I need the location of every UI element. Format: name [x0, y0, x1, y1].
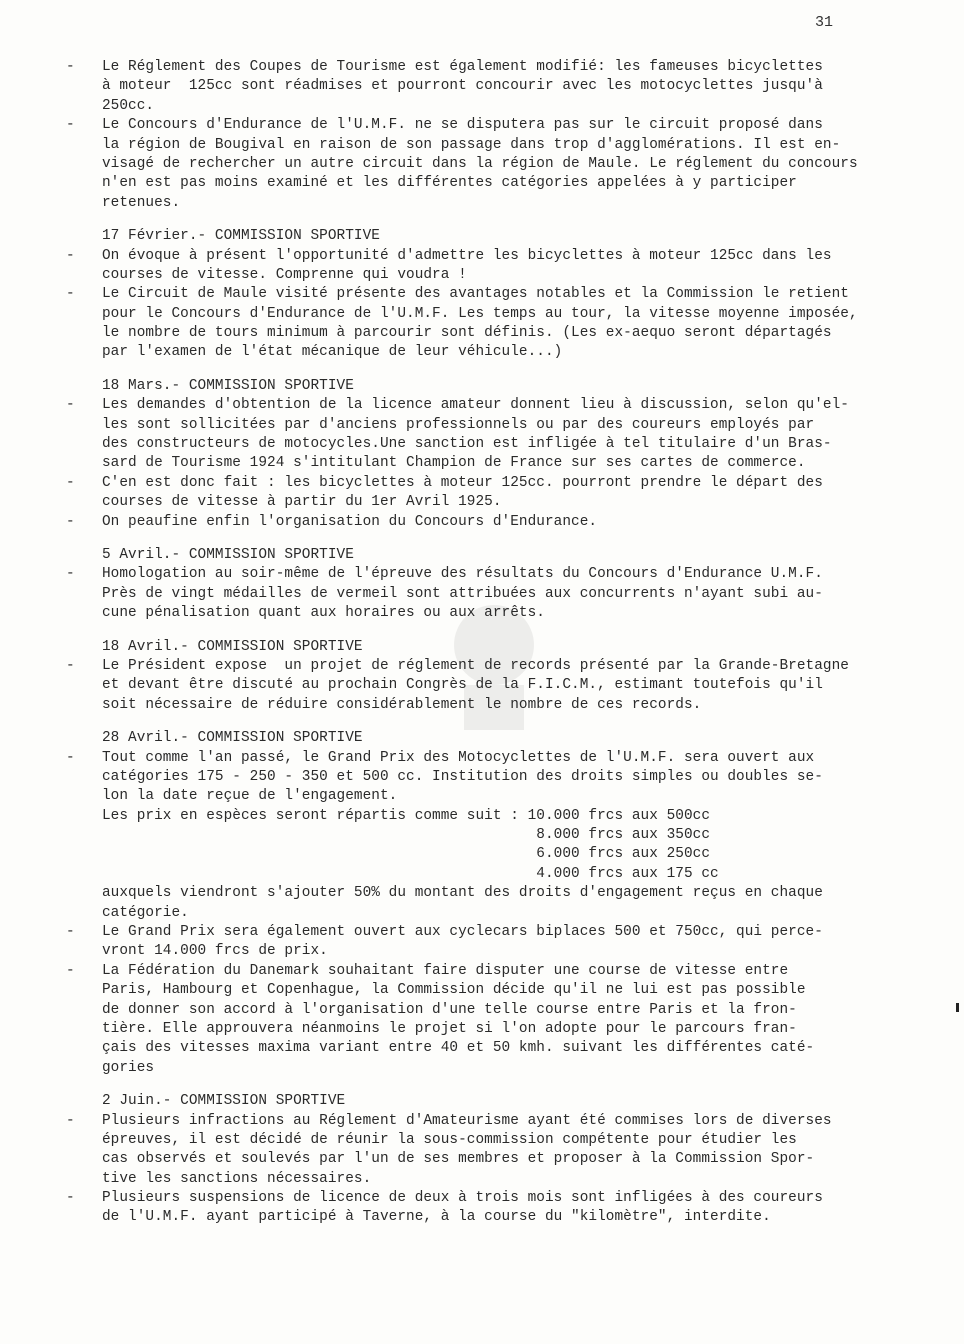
bullet-dash: -	[66, 1112, 75, 1129]
line-text: Le Circuit de Maule visité présente des avantages notables et la Commission le retient	[102, 286, 849, 303]
line-text: tière. Elle approuvera néanmoins le projet si l'on adopte pour le parcours fran-	[102, 1020, 797, 1037]
paragraph-gap	[0, 213, 964, 227]
line-text: soit nécessaire de réduire considérablement le nombre de ces records.	[102, 696, 702, 713]
text-line	[0, 807, 964, 826]
line-text: tive les sanctions nécessaires.	[102, 1170, 372, 1187]
line-text: catégorie.	[102, 904, 189, 921]
text-line	[0, 227, 964, 246]
bullet-dash: -	[66, 397, 75, 414]
line-text: Les prix en espèces seront répartis comme suit : 10.000 frcs aux 500cc	[102, 807, 711, 824]
line-text: des constructeurs de motocycles.Une sanction est infligée à tel titulaire d'un Bras-	[102, 436, 832, 453]
line-text: cune pénalisation quant aux horaires ou aux arrêts.	[102, 605, 545, 622]
line-text: 18 Mars.- COMMISSION SPORTIVE	[102, 377, 354, 394]
line-text: de donner son accord à l'organisation d'une telle course entre Paris et la fron-	[102, 1001, 797, 1018]
text-line	[0, 266, 964, 285]
paragraph-gap	[0, 363, 964, 377]
bullet-dash: -	[66, 513, 75, 530]
text-line	[0, 923, 964, 942]
line-text: Le Grand Prix sera également ouvert aux cyclecars biplaces 500 et 750cc, qui perce-	[102, 924, 823, 941]
line-text: retenues.	[102, 194, 181, 211]
text-line	[0, 416, 964, 435]
text-line	[0, 1059, 964, 1078]
text-line	[0, 962, 964, 981]
line-text: épreuves, il est décidé de réunir la sous-commission compétente pour étudier les	[102, 1131, 797, 1148]
text-line	[0, 493, 964, 512]
text-line	[0, 1039, 964, 1058]
bullet-dash: -	[66, 286, 75, 303]
text-line	[0, 513, 964, 532]
line-text: Près de vingt médailles de vermeil sont attribuées aux concurrents n'ayant subi au-	[102, 585, 823, 602]
line-text: Le Réglement des Coupes de Tourisme est également modifié: les fameuses bicyclettes	[102, 59, 823, 75]
line-text: çais des vitesses maxima variant entre 40 et 50 kmh. suivant les différentes caté-	[102, 1040, 815, 1057]
line-text: les sont sollicitées par d'anciens professionnels ou par des coureurs employés par	[102, 416, 815, 433]
line-text: la région de Bougival en raison de son passage dans trop d'agglomérations. Il est en-	[102, 136, 841, 153]
line-text: lon la date reçue de l'engagement.	[102, 788, 398, 805]
text-line	[0, 1150, 964, 1169]
paragraph-gap	[0, 624, 964, 638]
text-line	[0, 435, 964, 454]
text-line	[0, 1131, 964, 1150]
document-body	[0, 58, 964, 1228]
text-line	[0, 1189, 964, 1208]
line-text: gories	[102, 1059, 155, 1076]
line-text: pour le Concours d'Endurance de l'U.M.F. Les temps au tour, la vitesse moyenne imposée,	[102, 305, 858, 322]
scan-edge-mark	[956, 1003, 959, 1012]
text-line	[0, 604, 964, 623]
text-line	[0, 305, 964, 324]
text-line	[0, 58, 964, 77]
text-line	[0, 116, 964, 135]
page-number: 31	[815, 14, 834, 31]
line-text: 250cc.	[102, 97, 155, 114]
bullet-dash: -	[66, 924, 75, 941]
line-text: visagé de rechercher un autre circuit dans la région de Maule. Le réglement du concours	[102, 155, 858, 172]
bullet-dash: -	[66, 474, 75, 491]
text-line	[0, 942, 964, 961]
bullet-dash: -	[66, 59, 75, 75]
text-line	[0, 454, 964, 473]
paragraph-gap	[0, 1078, 964, 1092]
text-line	[0, 1170, 964, 1189]
line-text: vront 14.000 frcs de prix.	[102, 943, 328, 960]
text-line	[0, 729, 964, 748]
text-line	[0, 247, 964, 266]
text-line	[0, 657, 964, 676]
text-line	[0, 474, 964, 493]
text-line	[0, 749, 964, 768]
line-text: Plusieurs suspensions de licence de deux à trois mois sont infligées à des coureurs	[102, 1190, 823, 1207]
line-text: 17 Février.- COMMISSION SPORTIVE	[102, 228, 380, 245]
text-line	[0, 787, 964, 806]
paragraph-gap	[0, 532, 964, 546]
text-line	[0, 585, 964, 604]
text-line	[0, 396, 964, 415]
text-line	[0, 826, 964, 845]
line-text: 8.000 frcs aux 350cc	[102, 827, 711, 844]
text-line	[0, 1001, 964, 1020]
line-text: cas observés et soulevés par l'un de ses membres et proposer à la Commission Spor-	[102, 1151, 815, 1168]
text-line	[0, 155, 964, 174]
text-line	[0, 1112, 964, 1131]
line-text: Les demandes d'obtention de la licence amateur donnent lieu à discussion, selon qu'el-	[102, 397, 849, 414]
text-line	[0, 285, 964, 304]
text-line	[0, 768, 964, 787]
text-line	[0, 194, 964, 213]
line-text: Tout comme l'an passé, le Grand Prix des Motocyclettes de l'U.M.F. sera ouvert aux	[102, 749, 815, 766]
line-text: Homologation au soir-même de l'épreuve des résultats du Concours d'Endurance U.M.F.	[102, 566, 823, 583]
line-text: courses de vitesse à partir du 1er Avril 1925.	[102, 494, 502, 511]
text-line	[0, 565, 964, 584]
text-line	[0, 343, 964, 362]
line-text: Paris, Hambourg et Copenhague, la Commission décide qu'il ne lui est pas possible	[102, 982, 806, 999]
line-text: de l'U.M.F. ayant participé à Taverne, à la course du "kilomètre", interdite.	[102, 1209, 771, 1226]
text-line	[0, 676, 964, 695]
bullet-dash: -	[66, 117, 75, 134]
line-text: 18 Avril.- COMMISSION SPORTIVE	[102, 638, 363, 655]
text-line	[0, 324, 964, 343]
line-text: 4.000 frcs aux 175 cc	[102, 865, 719, 882]
line-text: C'en est donc fait : les bicyclettes à moteur 125cc. pourront prendre le départ des	[102, 474, 823, 491]
paragraph-gap	[0, 715, 964, 729]
text-line	[0, 865, 964, 884]
text-line	[0, 1092, 964, 1111]
line-text: Le Président expose un projet de réglement de records présenté par la Grande-Bretagne	[102, 657, 849, 674]
line-text: On évoque à présent l'opportunité d'admettre les bicyclettes à moteur 125cc dans les	[102, 247, 832, 264]
text-line	[0, 845, 964, 864]
text-line	[0, 696, 964, 715]
line-text: courses de vitesse. Comprenne qui voudra !	[102, 266, 467, 283]
text-line	[0, 77, 964, 96]
bullet-dash: -	[66, 962, 75, 979]
line-text: n'en est pas moins examiné et les différentes catégories appelées à y participer	[102, 175, 797, 192]
text-line	[0, 174, 964, 193]
line-text: et devant être discuté au prochain Congrès de la F.I.C.M., estimant toutefois qu'il	[102, 677, 823, 694]
line-text: 5 Avril.- COMMISSION SPORTIVE	[102, 546, 354, 563]
text-line	[0, 981, 964, 1000]
line-text: Le Concours d'Endurance de l'U.M.F. ne se disputera pas sur le circuit proposé dans	[102, 117, 823, 134]
line-text: sard de Tourisme 1924 s'intitulant Champion de France sur ses cartes de commerce.	[102, 455, 806, 472]
line-text: auxquels viendront s'ajouter 50% du montant des droits d'engagement reçus en chaque	[102, 885, 823, 902]
line-text: Plusieurs infractions au Réglement d'Amateurisme ayant été commises lors de diverses	[102, 1112, 832, 1129]
line-text: par l'examen de l'état mécanique de leur véhicule...)	[102, 344, 563, 361]
text-line	[0, 884, 964, 903]
line-text: 28 Avril.- COMMISSION SPORTIVE	[102, 730, 363, 747]
line-text: 2 Juin.- COMMISSION SPORTIVE	[102, 1093, 346, 1110]
bullet-dash: -	[66, 566, 75, 583]
line-text: le nombre de tours minimum à parcourir sont définis. (Les ex-aequo seront départagés	[102, 325, 832, 342]
text-line	[0, 546, 964, 565]
bullet-dash: -	[66, 749, 75, 766]
text-line	[0, 638, 964, 657]
text-line	[0, 904, 964, 923]
line-text: La Fédération du Danemark souhaitant faire disputer une course de vitesse entre	[102, 962, 789, 979]
text-line	[0, 136, 964, 155]
text-line	[0, 377, 964, 396]
line-text: 6.000 frcs aux 250cc	[102, 846, 711, 863]
line-text: On peaufine enfin l'organisation du Concours d'Endurance.	[102, 513, 598, 530]
bullet-dash: -	[66, 247, 75, 264]
bullet-dash: -	[66, 1190, 75, 1207]
text-line	[0, 1020, 964, 1039]
line-text: catégories 175 - 250 - 350 et 500 cc. Institution des droits simples ou doubles se-	[102, 768, 823, 785]
text-line	[0, 97, 964, 116]
bullet-dash: -	[66, 657, 75, 674]
text-line	[0, 1208, 964, 1227]
line-text: à moteur 125cc sont réadmises et pourront concourir avec les motocyclettes jusqu'à	[102, 78, 823, 95]
